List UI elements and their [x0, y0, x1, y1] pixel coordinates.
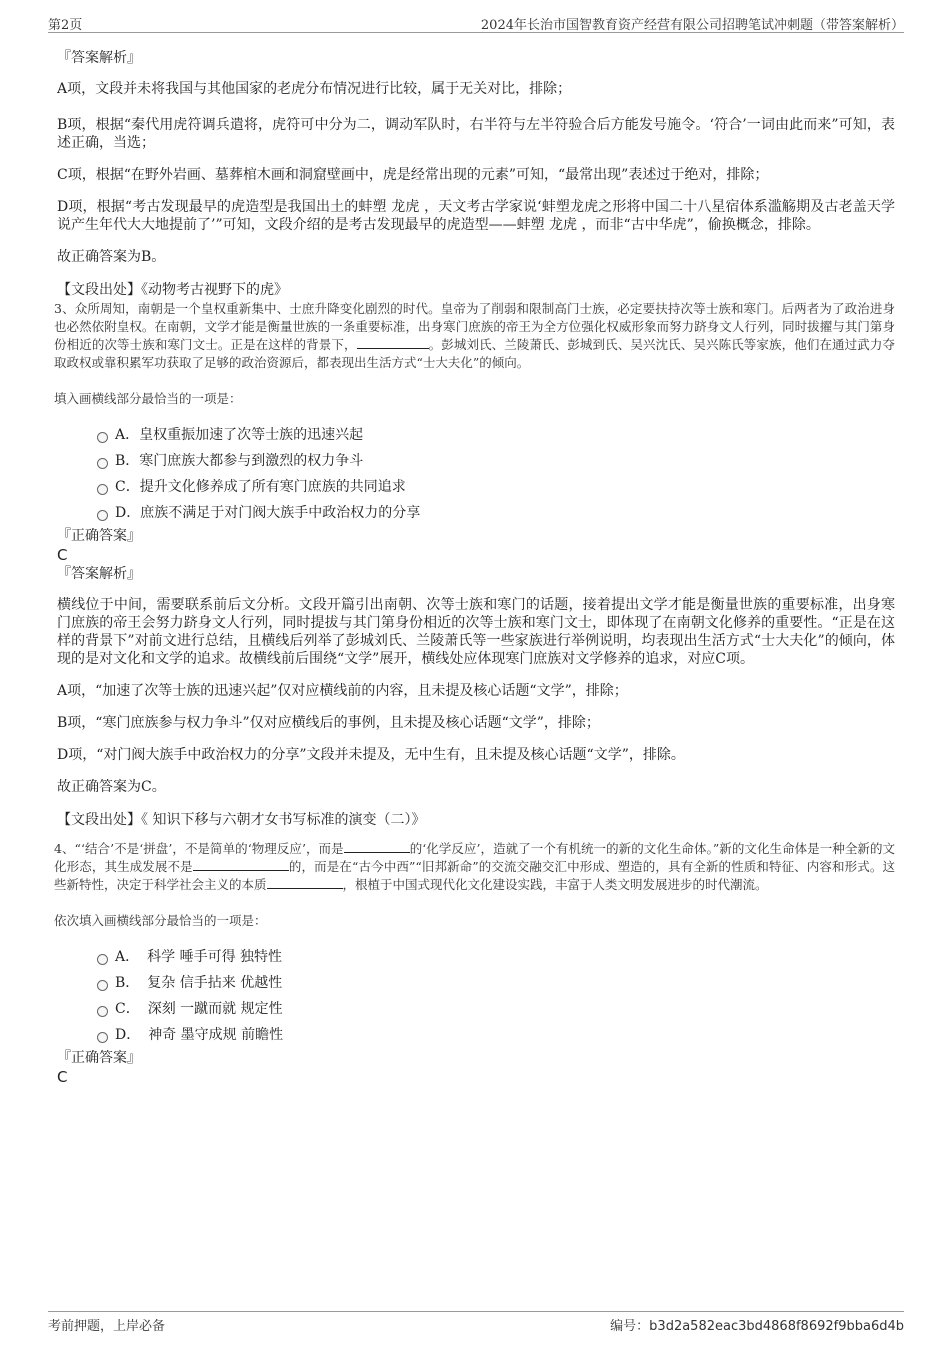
q2-analysis-c: C项，根据“在野外岩画、墓葬棺木画和洞窟壁画中，虎是经常出现的元素”可知，“最常出现”表述过于绝对，排除； [57, 167, 769, 183]
q4-options [57, 944, 895, 1048]
q3-stem: 3、众所周知，南朝是一个皇权重新集中、士庶升降变化剧烈的时代。皇帝为了削弱和限制高门士族，必定要扶持次等士族和寒门。后两者为了政治进身也必然依附皇权。在南朝，文学才能是衡量世族的一条重要标准，出身寒门庶族的帝王为全方位强化权威形象而努力跻身文人行列，同时拔擢与其门第身份相近的次等士族和寒门文士。正是在这样的背景下， 。彭城刘氏、兰陵萧氏、彭城到氏、吴兴沈氏、吴兴陈氏等家族，他们在通过武力夺取政权或靠积累军功获取了足够的政治资源后，都表现出生活方式“士大夫化”的倾向。 [54, 301, 895, 370]
q3-correct-answer: C [57, 546, 68, 564]
q3-options [57, 422, 895, 526]
q3-source: 【文段出处】《 知识下移与六朝才女书写标准的演变（二）》 [57, 812, 426, 828]
q3-option-d[interactable]: D．庶族不满足于对门阀大族手中政治权力的分享 [57, 500, 895, 526]
radio-icon[interactable] [97, 458, 108, 469]
q4-option-b[interactable]: B． 复杂 信手拈来 优越性 [57, 970, 895, 996]
q4-correct-answer: C [57, 1068, 68, 1086]
q2-conclusion: 故正确答案为B。 [57, 249, 166, 265]
q3-conclusion: 故正确答案为C。 [57, 779, 166, 795]
q3-option-c[interactable]: C．提升文化修养成了所有寒门庶族的共同追求 [57, 474, 895, 500]
q4-stem: 4、“‘结合’不是‘拼盘’，不是简单的‘物理反应’，而是 的‘化学反应’，造就了一个有机统一的新的文化生命体。”新的文化生命体是一种全新的文化形态，其生成发展不是 的，而是在“古今中西”“旧邦新命”的交流交融交汇中形成、塑造的，具有全新的性质和特征、内容和形式。这些新特性，决定于科学社会主义的本质 ，根植于中国式现代化文化建设实践，丰富于人类文明发展进步的时代潮流。 [54, 841, 896, 892]
page-footer [48, 1311, 904, 1334]
q3-analysis-b: B项，“寒门庶族参与权力争斗”仅对应横线后的事例，且未提及核心话题“文学”，排除； [57, 715, 600, 731]
footer-slogan: 考前押题，上岸必备 [48, 1319, 166, 1334]
q4-blank-3 [267, 876, 343, 889]
radio-icon[interactable] [97, 432, 108, 443]
q3-analysis-label: 『答案解析』 [57, 566, 141, 582]
q4-option-a[interactable]: A． 科学 唾手可得 独特性 [57, 944, 895, 970]
q4-prompt: 依次填入画横线部分最恰当的一项是： [54, 913, 267, 928]
q2-source: 【文段出处】《动物考古视野下的虎》 [57, 282, 288, 298]
q3-analysis-d: D项，“对门阀大族手中政治权力的分享”文段并未提及，无中生有，且未提及核心话题“文学”，排除。 [57, 747, 685, 763]
document-title: 2024年长治市国智教育资产经营有限公司招聘笔试冲刺题（带答案解析） [480, 18, 904, 33]
page-number: 第2页 [48, 18, 83, 33]
q3-option-b[interactable]: B．寒门庶族大都参与到激烈的权力争斗 [57, 448, 895, 474]
q3-blank [357, 336, 429, 349]
q2-analysis-d: D项，根据“考古发现最早的虎造型是我国出土的蚌塑 龙虎 ，天文考古学家说‘蚌塑龙虎之形将中国二十八星宿体系滥觞期及古老盖天学说产生年代大大地提前了’”可知，文段介绍的是考古发现最早的虎造型——蚌塑 龙虎 ，而非“古中华虎”，偷换概念，排除。 [57, 199, 895, 233]
q4-option-c[interactable]: C． 深刻 一蹴而就 规定性 [57, 996, 895, 1022]
q3-analysis: 横线位于中间，需要联系前后文分析。文段开篇引出南朝、次等士族和寒门的话题，接着提出文学才能是衡量世族的重要标准，出身寒门庶族的帝王会努力跻身文人行列，同时提拔与其门第身份相近的次等士族和寒门文士，即体现了在南朝文化修养的重要性。“正是在这样的背景下”对前文进行总结，且横线后列举了彭城刘氏、兰陵萧氏等一些家族进行举例说明，均表现出生活方式“士大夫化”的倾向，体现的是对文化和文学的追求。故横线前后围绕“文学”展开，横线处应体现寒门庶族对文学修养的追求，对应C项。 [57, 597, 895, 667]
radio-icon[interactable] [97, 980, 108, 991]
main-content [54, 48, 896, 1086]
q2-analysis-label: 『答案解析』 [57, 50, 141, 66]
q4-blank-2 [193, 858, 289, 871]
radio-icon[interactable] [97, 484, 108, 495]
q3-prompt: 填入画横线部分最恰当的一项是： [54, 391, 242, 406]
q4-blank-1 [344, 840, 410, 853]
q3-correct-label: 『正确答案』 [57, 528, 141, 544]
q4-correct-label: 『正确答案』 [57, 1050, 141, 1066]
radio-icon[interactable] [97, 510, 108, 521]
page-header [48, 12, 904, 33]
q2-analysis-b: B项，根据“秦代用虎符调兵遣将，虎符可中分为二，调动军队时，右半符与左半符验合后方能发号施令。‘符合’一词由此而来”可知，表述正确，当选； [57, 117, 895, 151]
radio-icon[interactable] [97, 1032, 108, 1043]
document-code: 编号：b3d2a582eac3bd4868f8692f9bba6d4b [610, 1319, 904, 1334]
radio-icon[interactable] [97, 954, 108, 965]
q3-option-a[interactable]: A．皇权重振加速了次等士族的迅速兴起 [57, 422, 895, 448]
radio-icon[interactable] [97, 1006, 108, 1017]
q3-analysis-a: A项，“加速了次等士族的迅速兴起”仅对应横线前的内容，且未提及核心话题“文学”，排除； [57, 683, 628, 699]
q2-analysis-a: A项，文段并未将我国与其他国家的老虎分布情况进行比较，属于无关对比，排除； [57, 81, 572, 97]
q4-option-d[interactable]: D． 神奇 墨守成规 前瞻性 [57, 1022, 895, 1048]
